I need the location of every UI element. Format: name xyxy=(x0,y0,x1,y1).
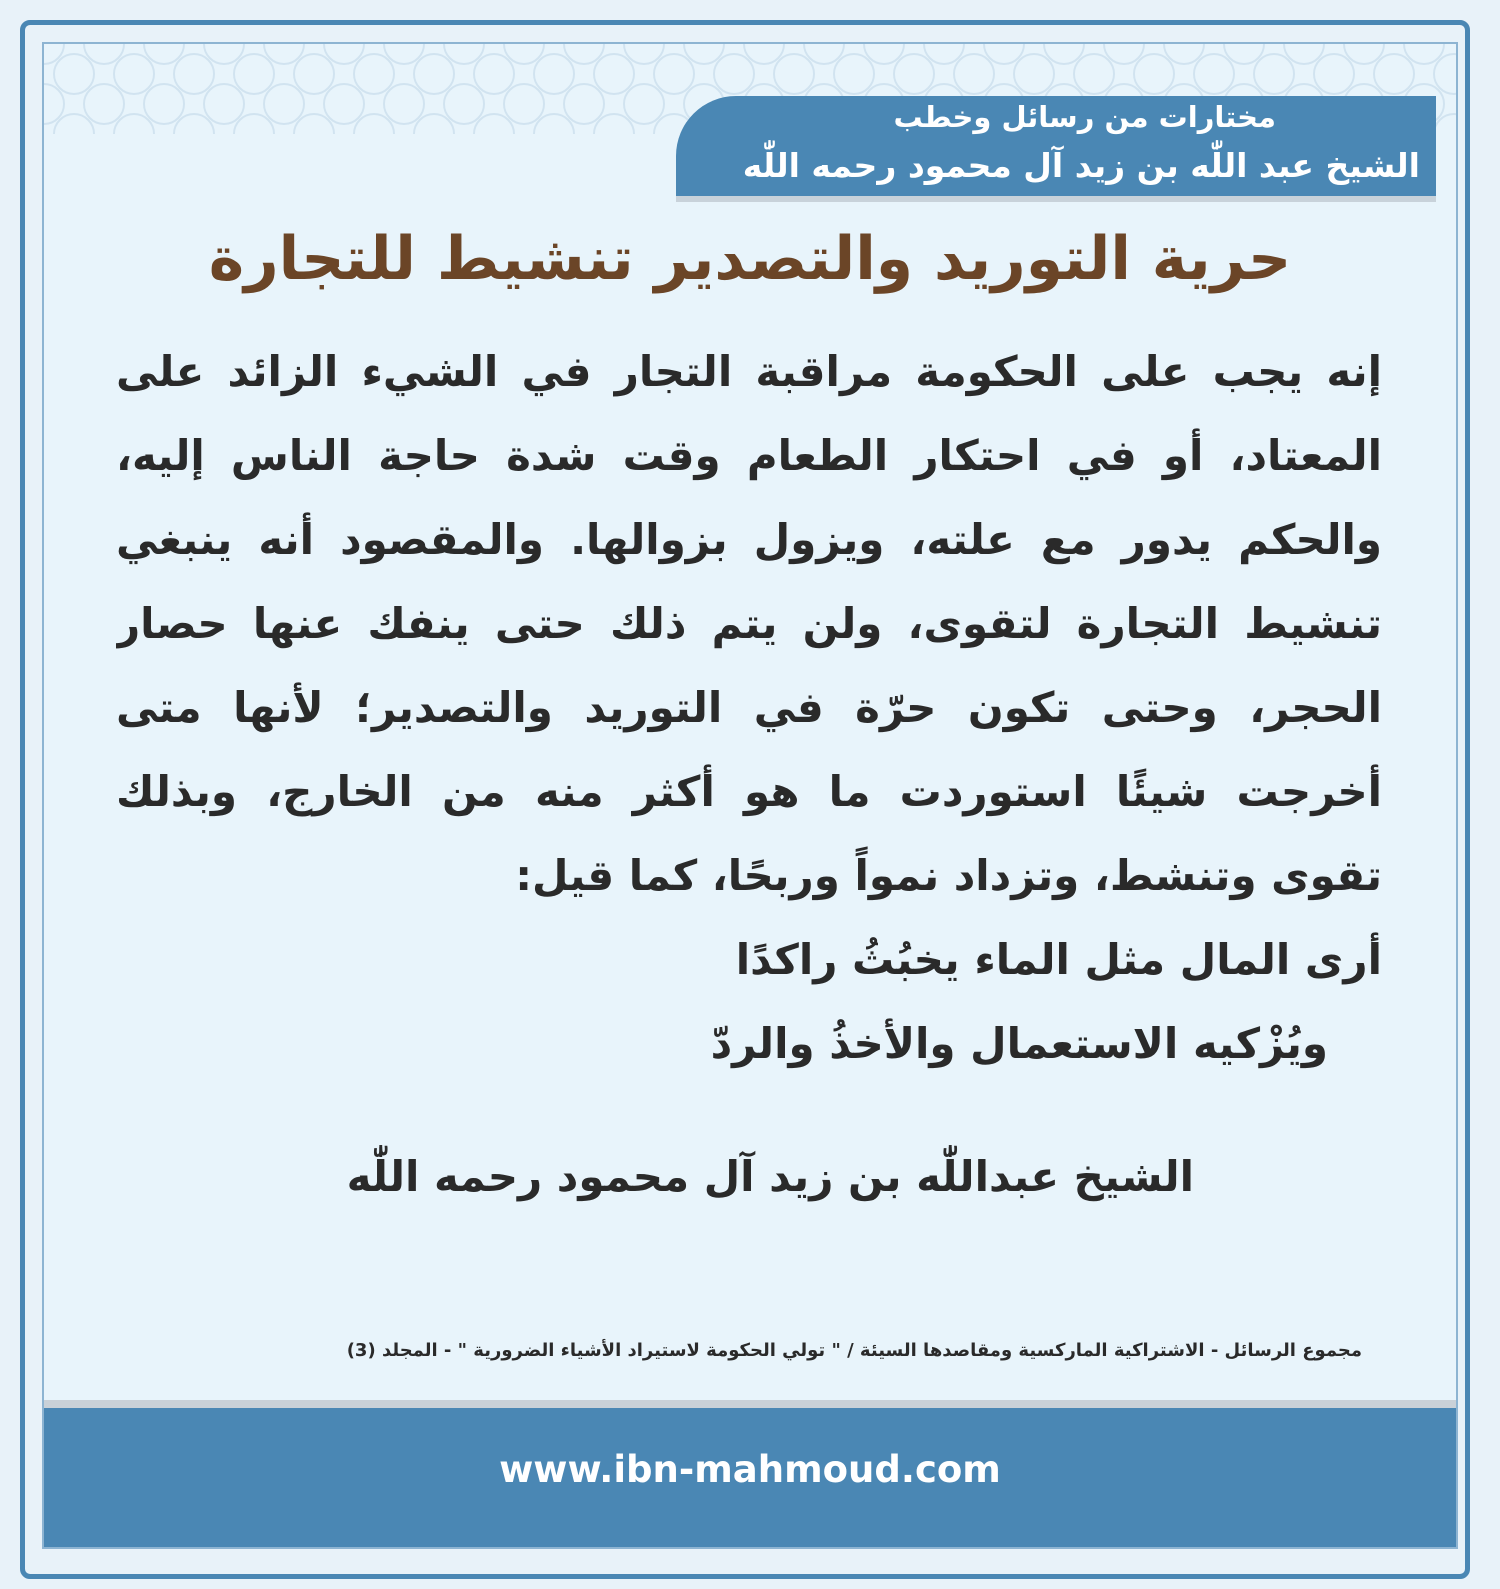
header-author: الشيخ عبد اللّٰه بن زيد آل محمود رحمه اللّٰه xyxy=(742,146,1420,185)
header-banner xyxy=(676,96,1436,196)
body-line: المعتاد، أو في احتكار الطعام وقت شدة حاجة الناس إليه، xyxy=(116,431,1382,480)
body-line: الحجر، وحتى تكون حرّة في التوريد والتصدير؛ لأنها متى xyxy=(116,683,1382,732)
body-line: والحكم يدور مع علته، ويزول بزوالها. والمقصود أنه ينبغي xyxy=(116,515,1382,564)
content-panel xyxy=(42,42,1458,1549)
footer xyxy=(44,1408,1456,1547)
verse-line-2: ويُزْكيه الاستعمال والأخذُ والردّ xyxy=(710,1019,1328,1068)
body-line: أخرجت شيئًا استوردت ما هو أكثر منه من الخارج، وبذلك xyxy=(116,767,1382,816)
source-reference: مجموع الرسائل - الاشتراكية الماركسية ومقاصدها السيئة / " تولي الحكومة لاستيراد الأشياء الضرورية " - المجلد (3) xyxy=(346,1340,1362,1361)
body-line: تقوى وتنشط، وتزداد نمواً وربحًا، كما قيل: xyxy=(515,851,1382,900)
body-line: إنه يجب على الحكومة مراقبة التجار في الشيء الزائد على xyxy=(116,347,1382,396)
article-body xyxy=(116,330,1382,1086)
page-title: حرية التوريد والتصدير تنشيط للتجارة xyxy=(208,224,1292,294)
body-line: تنشيط التجارة لتقوى، ولن يتم ذلك حتى ينفك عنها حصار xyxy=(116,599,1382,648)
website-link[interactable]: www.ibn-mahmoud.com xyxy=(499,1448,1001,1491)
header-subtitle: مختارات من رسائل وخطب xyxy=(893,100,1276,134)
verse-line-1: أرى المال مثل الماء يخبُثُ راكدًا xyxy=(735,935,1382,984)
author-signature: الشيخ عبداللّٰه بن زيد آل محمود رحمه اللّٰه xyxy=(346,1152,1194,1201)
